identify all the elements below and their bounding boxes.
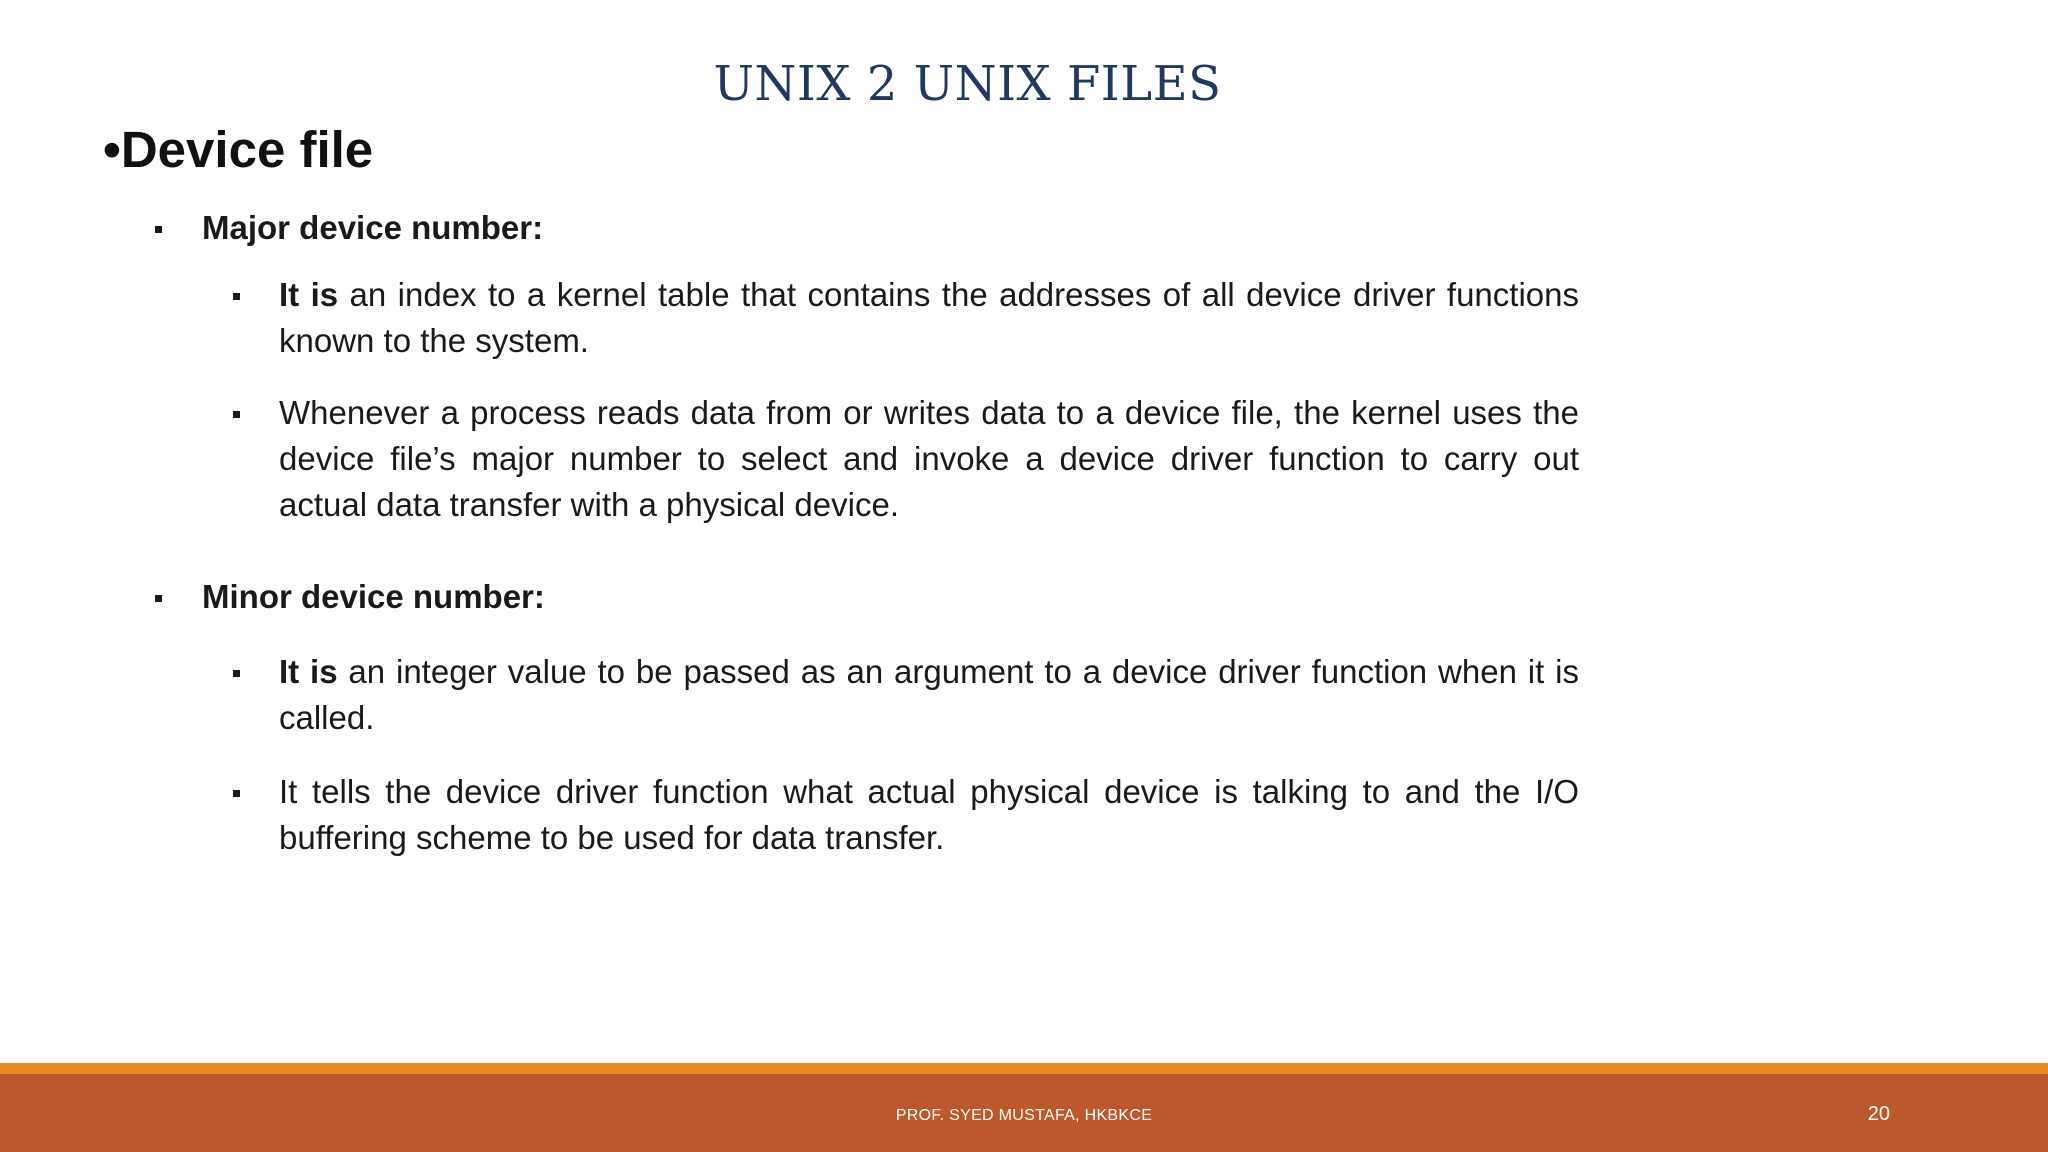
major-point-1-text: an index to a kernel table that contains the addresses of all device driver functions known to the system.: [279, 276, 1579, 359]
minor-point-1-lead: It is: [279, 653, 338, 690]
footer-author: PROF. SYED MUSTAFA, HKBKCE: [895, 1107, 1153, 1124]
major-point-2-text: Whenever a process reads data from or writes data to a device file, the kernel uses the device file’s major number to select and invoke a device driver function to carry out actual data transfer with a physical device.: [279, 394, 1579, 523]
section-heading: •Device file: [103, 121, 374, 178]
minor-point-1-text: an integer value to be passed as an argument to a device driver function when it is called.: [279, 653, 1579, 736]
footer-stripe: [0, 1063, 2048, 1074]
minor-point-2: [279, 769, 1579, 861]
bullet-icon: [233, 293, 240, 300]
minor-point-2-text: It tells the device driver function what actual physical device is talking to and the I/O buffering scheme to be used for data transfer.: [279, 773, 1579, 856]
major-device-number-label: Major device number:: [202, 209, 544, 246]
bullet-icon: [155, 595, 162, 602]
bullet-icon: [233, 670, 240, 677]
minor-device-number-label: Minor device number:: [202, 578, 545, 615]
bullet-icon: [233, 411, 240, 418]
major-point-1: [279, 272, 1579, 364]
slide-title: UNIX 2 UNIX FILES: [713, 56, 1222, 112]
page-number: 20: [1867, 1103, 1890, 1125]
minor-point-1: [279, 649, 1579, 741]
major-point-1-lead: It is: [279, 276, 339, 313]
bullet-icon: [155, 226, 162, 233]
bullet-icon: [233, 790, 240, 797]
major-point-2: [279, 390, 1579, 528]
